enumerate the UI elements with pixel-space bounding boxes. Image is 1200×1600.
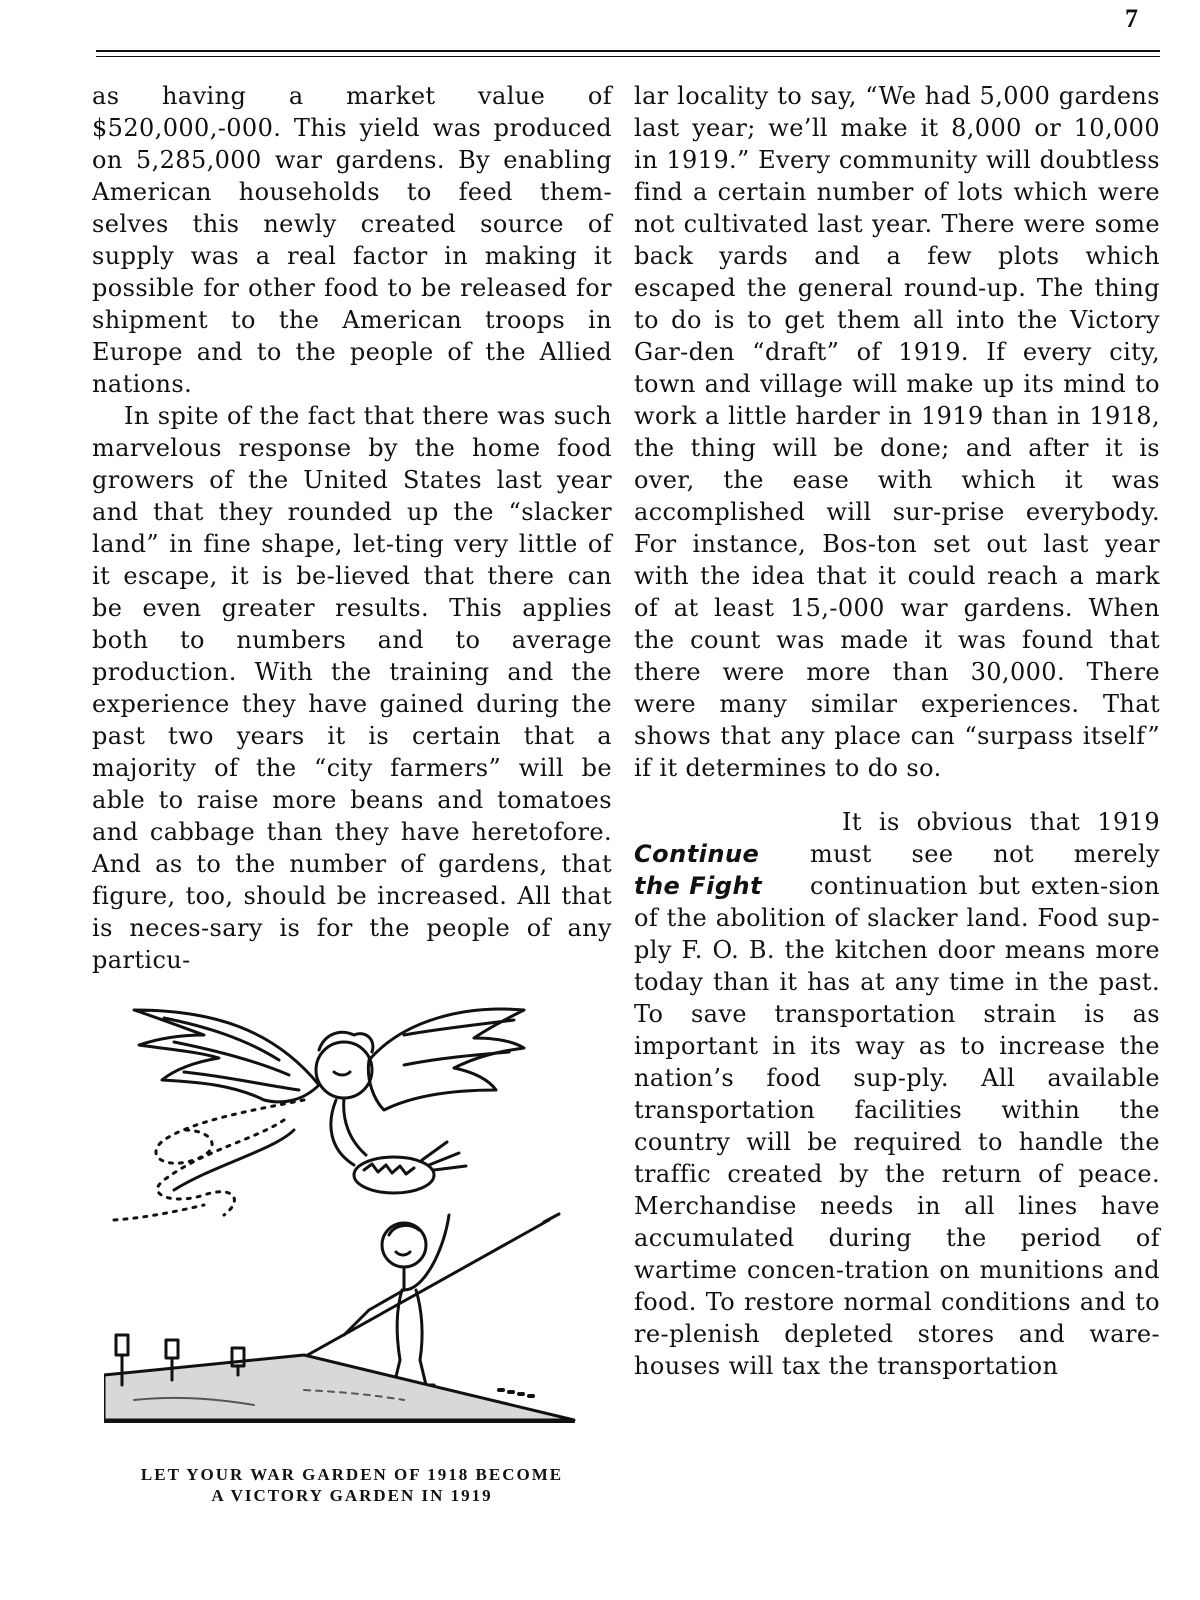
caption-line-1: LET YOUR WAR GARDEN OF 1918 BECOME bbox=[140, 1465, 564, 1484]
sidehead-line-1: Continue bbox=[634, 840, 760, 868]
page-number: 7 bbox=[1125, 4, 1138, 33]
left-column bbox=[92, 80, 612, 976]
caption-line-2: A VICTORY GARDEN IN 1919 bbox=[211, 1486, 493, 1505]
angel-ribbon bbox=[156, 1100, 304, 1163]
left-paragraph-1: as having a market value of $520,000,-000. This yield was produced on 5,285,000 war gardens. By enabling American households to feed them-selves this newly created source of supply was a real factor in making it possible for other food to be released for shipment to the American troops in Europe and to the people of the Allied nations. bbox=[92, 82, 612, 398]
right-column bbox=[634, 80, 1160, 1382]
paragraph-gap bbox=[634, 784, 1160, 806]
header-rule bbox=[96, 50, 1160, 52]
garden-ground bbox=[104, 1355, 574, 1420]
sidehead-line-2: the Fight bbox=[634, 872, 763, 900]
right-paragraph-2: It is obvious that 1919 must see not merely continuation but exten-sion of the abolition of slacker land. Food sup-ply F. O. B. the kitchen door means more today than it has at any time in the past. To save transportation strain is as important in its way as to increase the nation’s food sup-ply. All available transportation facilities within the country will be required to handle the traffic created by the return of peace. Merchandise needs in all lines have accumulated during the period of wartime concen-tration on munitions and food. To restore normal conditions and to re-plenish depleted stores and ware-houses will tax the transportation bbox=[634, 808, 1160, 1380]
sidehead-continue-the-fight bbox=[634, 838, 810, 902]
sidehead-paragraph bbox=[634, 806, 1160, 1382]
right-paragraph-1: lar locality to say, “We had 5,000 gardens last year; we’ll make it 8,000 or 10,000 in 1919.” Every community will doubtless find a certain number of lots which were not cultivated last year. There were some back yards and a few plots which escaped the general round-up. The thing to do is to get them all into the Victory Gar-den “draft” of 1919. If every city, town and village will make up its mind to work a little harder in 1919 than in 1918, the thing will be done; and after it is over, the ease with which it was accomplished will sur-prise everybody. For instance, Bos-ton set out last year with the idea that it could reach a mark of at least 15,-000 war gardens. When the count was made it was found that there were more than 30,000. There were many similar experiences. That shows that any place can “surpass itself” if it determines to do so. bbox=[634, 82, 1160, 782]
victory-wreath bbox=[354, 1157, 434, 1193]
figure-caption bbox=[92, 1464, 612, 1506]
header-rule-secondary bbox=[96, 56, 1160, 57]
angel-head bbox=[316, 1042, 372, 1098]
left-paragraph-2: In spite of the fact that there was such marvelous response by the home food growers of the United States last year and that they rounded up the “slacker land” in fine shape, let-ting very little of it escape, it is be-lieved that there can be even greater results. This applies both to numbers and to average production. With the training and the experience they have gained during the past two years it is certain that a majority of the “city farmers” will be able to raise more beans and tomatoes and cabbage than they have heretofore. And as to the number of gardens, that figure, too, should be increased. All that is neces-sary is for the people of any particu- bbox=[92, 402, 612, 974]
victory-garden-illustration bbox=[104, 990, 604, 1440]
